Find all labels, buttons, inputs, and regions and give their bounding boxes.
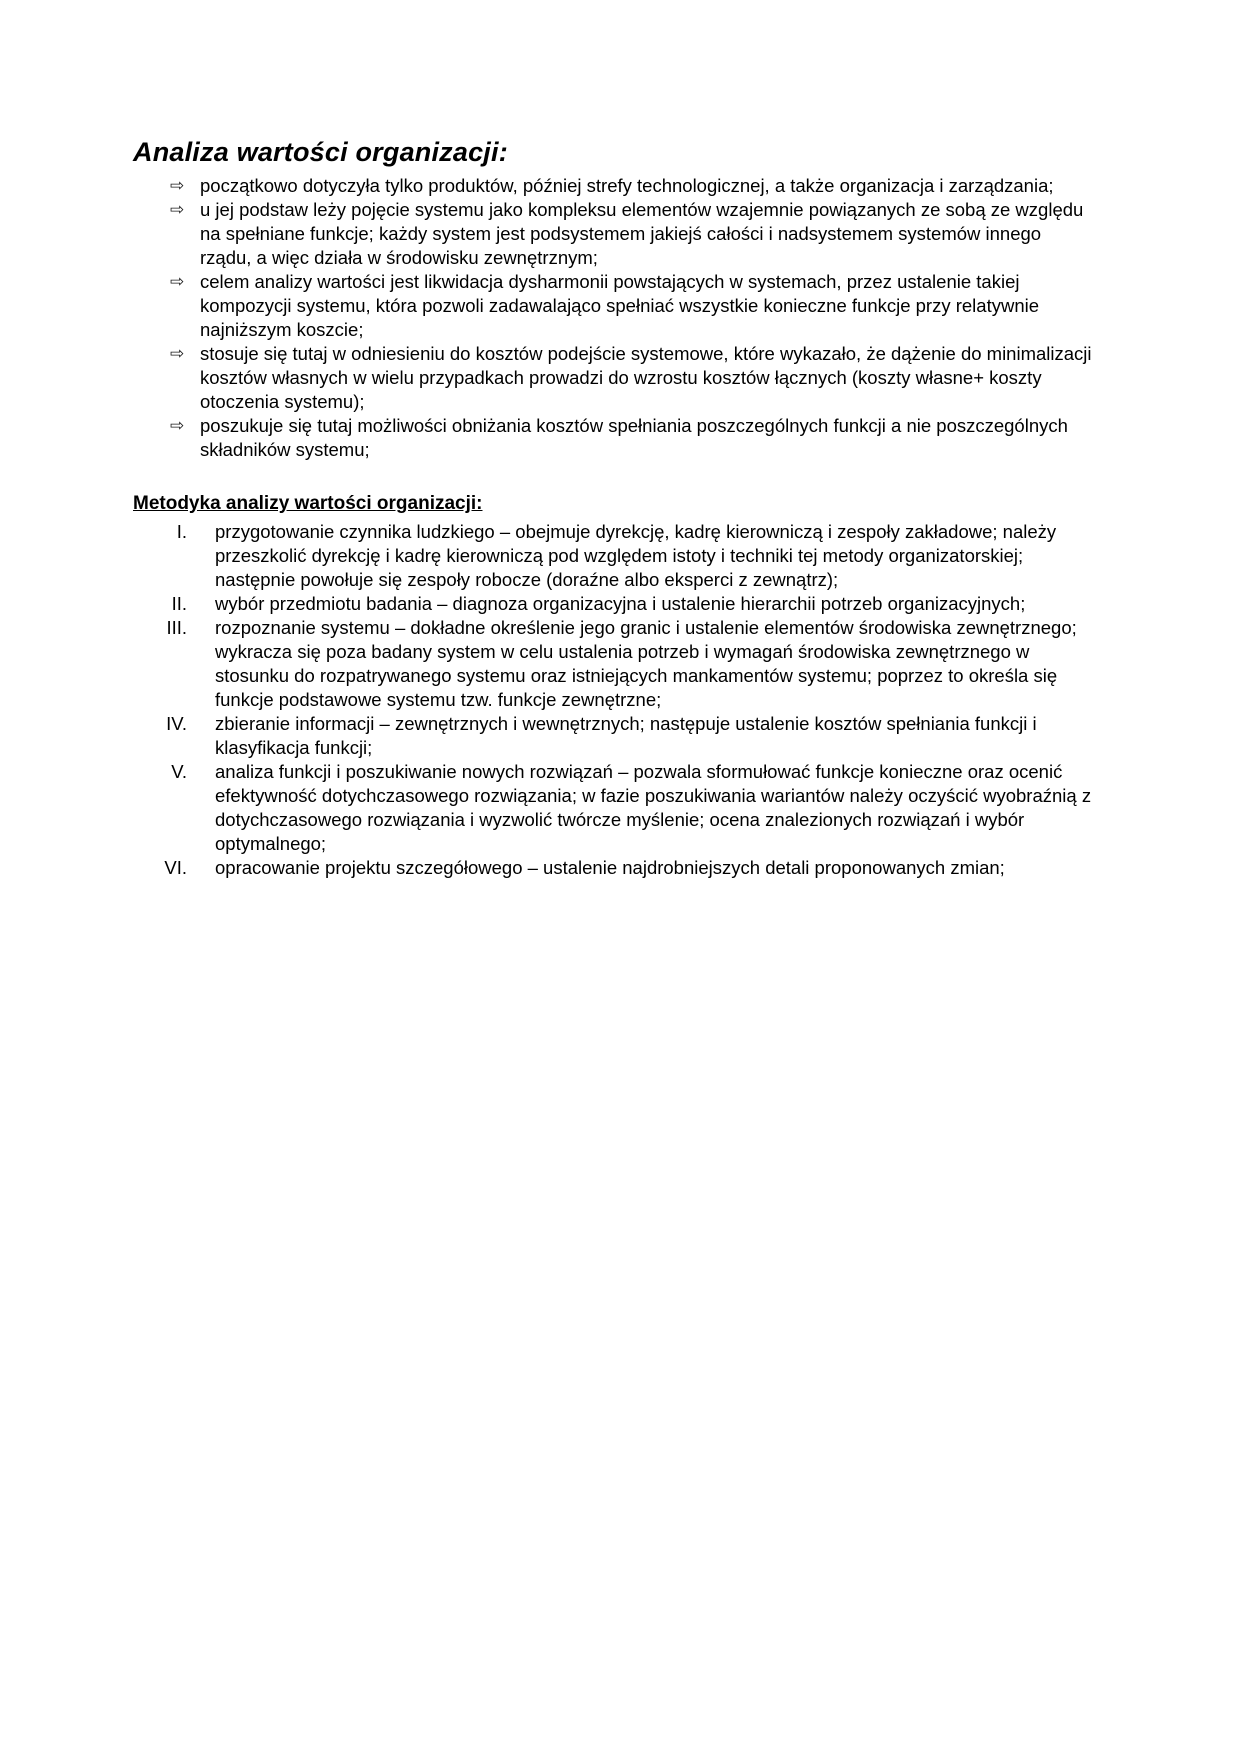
list-text: analiza funkcji i poszukiwanie nowych rozwiązań – pozwala sformułować funkcje konieczne oraz ocenić efektywność dotychczasowego rozwiązania; w fazie poszukiwania wariantów należy oczyścić wyobraźnią z dotychczasowego rozwiązania i wyzwolić twórcze myślenie; ocena znalezionych rozwiązań i wybór optymalnego; <box>215 761 1092 854</box>
list-item <box>170 174 1092 198</box>
page-title: Analiza wartości organizacji: <box>133 137 508 167</box>
list-number: III. <box>166 617 187 638</box>
section-heading: Metodyka analizy wartości organizacji: <box>133 493 483 514</box>
list-item <box>170 198 1092 270</box>
list-number: II. <box>171 593 187 614</box>
arrow-bullet-icon: ⇨ <box>170 416 185 435</box>
list-text: wybór przedmiotu badania – diagnoza organizacyjna i ustalenie hierarchii potrzeb organizacyjnych; <box>215 593 1026 614</box>
list-number: V. <box>171 761 187 782</box>
bullet-text: u jej podstaw leży pojęcie systemu jako kompleksu elementów wzajemnie powiązanych ze sobą ze względu na spełniane funkcje; każdy system jest podsystemem jakiejś całości i nadsystemem systemów innego rządu, a więc działa w środowisku zewnętrznym; <box>200 199 1084 268</box>
arrow-bullet-icon: ⇨ <box>170 272 185 291</box>
list-item <box>147 520 1092 592</box>
list-item <box>170 342 1092 414</box>
list-number: IV. <box>166 713 187 734</box>
list-text: rozpoznanie systemu – dokładne określenie jego granic i ustalenie elementów środowiska zewnętrznego; wykracza się poza badany system w celu ustalenia potrzeb i wymagań środowiska zewnętrznego w stosunku do rozpatrywanego systemu oraz istniejących mankamentów systemu; poprzez to określa się funkcje podstawowe systemu tzw. funkcje zewnętrzne; <box>215 617 1077 710</box>
roman-numbered-list <box>133 520 1092 880</box>
list-number: I. <box>176 521 187 542</box>
list-item <box>170 414 1092 462</box>
arrow-bullet-icon: ⇨ <box>170 200 185 219</box>
arrow-bullet-icon: ⇨ <box>170 176 185 195</box>
list-item <box>147 712 1092 760</box>
list-text: opracowanie projektu szczegółowego – ustalenie najdrobniejszych detali proponowanych zmian; <box>215 857 1005 878</box>
bullet-text: celem analizy wartości jest likwidacja dysharmonii powstających w systemach, przez ustalenie takiej kompozycji systemu, która pozwoli zadawalająco spełniać wszystkie konieczne funkcje przy relatywnie najniższym koszcie; <box>200 271 1040 340</box>
list-number: VI. <box>164 857 187 878</box>
bullet-text: poszukuje się tutaj możliwości obniżania kosztów spełniania poszczególnych funkcji a nie poszczególnych składników systemu; <box>200 415 1068 460</box>
list-text: przygotowanie czynnika ludzkiego – obejmuje dyrekcję, kadrę kierowniczą i zespoły zakładowe; należy przeszkolić dyrekcję i kadrę kierowniczą pod względem istoty i techniki tej metody organizatorskiej; następnie powołuje się zespoły robocze (doraźne albo eksperci z zewnątrz); <box>215 521 1057 590</box>
list-item <box>147 616 1092 712</box>
arrow-bullet-icon: ⇨ <box>170 344 185 363</box>
list-item <box>170 270 1092 342</box>
bullet-text: początkowo dotyczyła tylko produktów, później strefy technologicznej, a także organizacja i zarządzania; <box>200 175 1054 196</box>
list-item <box>147 856 1092 880</box>
list-item <box>147 760 1092 856</box>
bullet-list <box>133 174 1092 462</box>
bullet-text: stosuje się tutaj w odniesieniu do kosztów podejście systemowe, które wykazało, że dążenie do minimalizacji kosztów własnych w wielu przypadkach prowadzi do wzrostu kosztów łącznych (koszty własne+ koszty otoczenia systemu); <box>200 343 1092 412</box>
list-text: zbieranie informacji – zewnętrznych i wewnętrznych; następuje ustalenie kosztów spełniania funkcji i klasyfikacja funkcji; <box>215 713 1037 758</box>
list-item <box>147 592 1092 616</box>
